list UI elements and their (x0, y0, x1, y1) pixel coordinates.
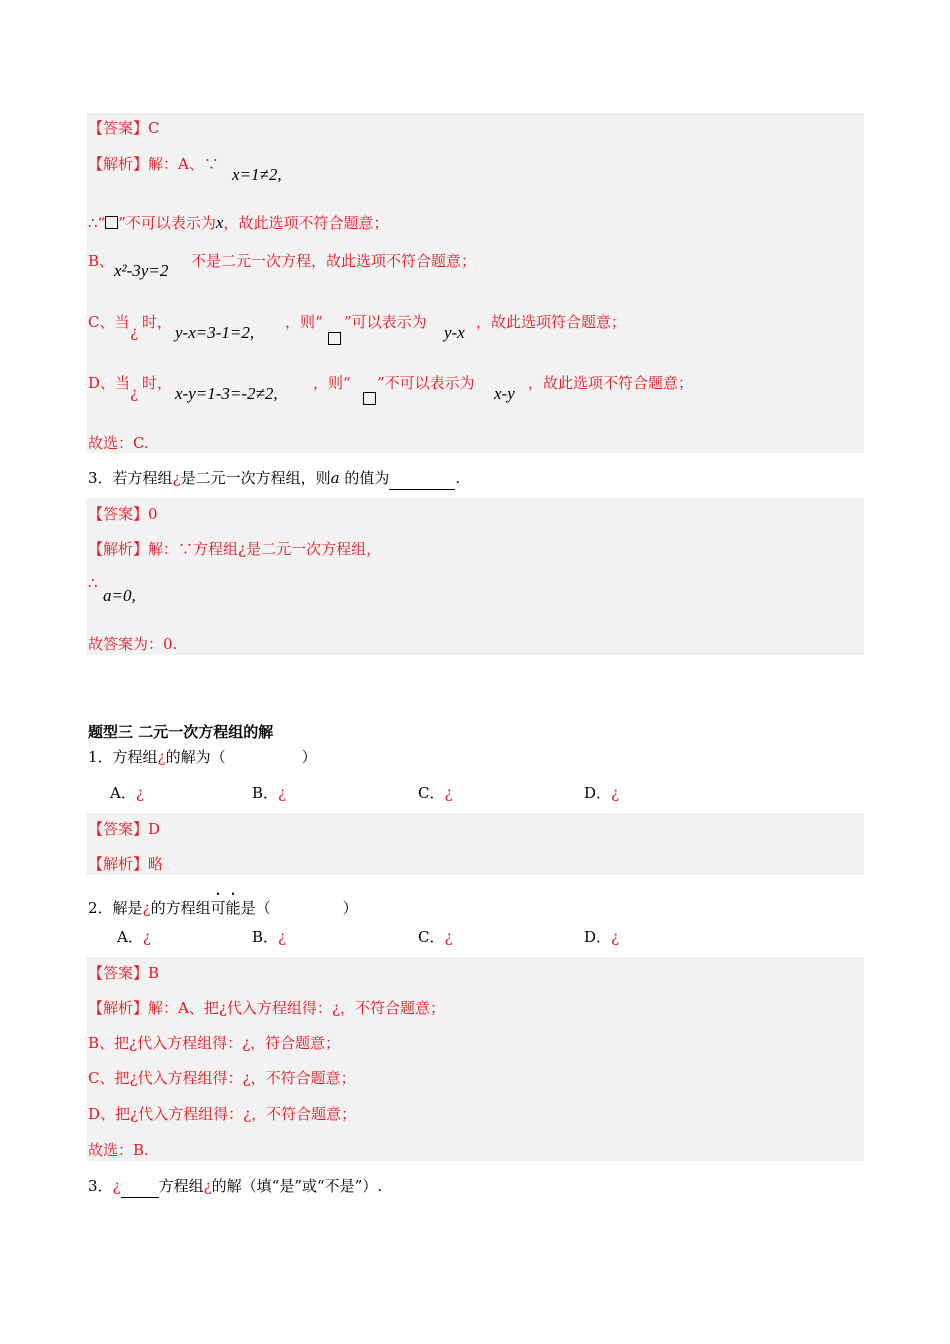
emphasis-dots: 可能 (210, 899, 241, 917)
square-symbol (105, 216, 118, 229)
analysis-line: ∴“ ”不可以表示为x，故此选项不符合题意； (88, 213, 389, 232)
conclusion-line: 故选：B. (88, 1141, 149, 1159)
analysis-line: D、把¿代入方程组得：¿，不符合题意； (88, 1105, 357, 1123)
unrendered-glyph: ¿ (130, 323, 139, 341)
conclusion-line: 故答案为：0. (88, 635, 178, 653)
option-b[interactable]: B．¿ (252, 928, 287, 946)
therefore-symbol: ∴ (88, 574, 98, 592)
math-expression: x²-3y=2 (114, 261, 169, 280)
math-expression: y-x (444, 323, 465, 342)
square-symbol-wrap (328, 330, 341, 348)
analysis-line: C、把¿代入方程组得：¿，不符合题意； (88, 1069, 356, 1087)
square-symbol (363, 392, 376, 405)
answer-line: 【答案】B (88, 964, 160, 982)
option-b[interactable]: B．¿ (252, 784, 287, 802)
analysis-line: 时， (142, 313, 173, 331)
analysis-line: ，则“ (313, 374, 351, 392)
analysis-line: B、 (88, 252, 115, 270)
square-symbol-wrap (363, 390, 376, 408)
question-1: 1．方程组¿的解为（ ） (88, 748, 317, 766)
option-a[interactable]: A．¿ (117, 928, 151, 946)
analysis-line: ”可以表示为 (344, 313, 427, 331)
analysis-line: C、当 (88, 313, 130, 331)
answer-blank[interactable] (121, 1179, 159, 1198)
math-expression: x-y=1-3=-2≠2, (175, 384, 278, 403)
option-c[interactable]: C．¿ (418, 928, 453, 946)
analysis-line: 时， (142, 374, 173, 392)
answer-line: 【答案】C (88, 119, 160, 137)
analysis-line: 【解析】解：A、∵ (88, 155, 219, 173)
answer-block-3 (86, 813, 864, 875)
question-3b: 3．¿ 方程组¿的解（填“是”或“不是”）. (88, 1175, 382, 1198)
conclusion-line: 故选：C. (88, 434, 149, 452)
analysis-line: ，则“ (285, 313, 323, 331)
option-c[interactable]: C．¿ (418, 784, 453, 802)
answer-blank[interactable] (389, 471, 455, 490)
option-a[interactable]: A．¿ (110, 784, 144, 802)
answer-block-2 (86, 498, 864, 655)
section-title: 题型三 二元一次方程组的解 (88, 723, 274, 741)
answer-line: 【答案】0 (88, 505, 158, 523)
square-symbol (328, 332, 341, 345)
analysis-line: D、当 (88, 374, 131, 392)
analysis-line: ”不可以表示为 (377, 374, 475, 392)
math-expression: x=1≠2, (232, 165, 282, 184)
analysis-line: ，故此选项符合题意； (476, 313, 627, 331)
math-expression: x-y (494, 384, 515, 403)
analysis-line: ，故此选项不符合题意； (528, 374, 694, 392)
question-3: 3．若方程组¿是二元一次方程组，则a 的值为 . (88, 467, 460, 490)
math-expression: a=0, (103, 586, 136, 605)
option-d[interactable]: D．¿ (584, 784, 620, 802)
analysis-line: 【解析】解：∵方程组¿是二元一次方程组， (88, 540, 382, 558)
math-expression: y-x=3-1=2, (175, 323, 255, 342)
analysis-line: 不是二元一次方程，故此选项不符合题意； (191, 252, 477, 270)
analysis-line: 【解析】解：A、把¿代入方程组得：¿，不符合题意； (88, 999, 445, 1017)
question-2: 2．解是¿的方程组可能是（ ） (88, 899, 358, 917)
unrendered-glyph: ¿ (130, 384, 139, 402)
analysis-line: 【解析】略 (88, 855, 164, 873)
option-d[interactable]: D．¿ (584, 928, 620, 946)
answer-block-4 (86, 957, 864, 1161)
answer-line: 【答案】D (88, 820, 161, 838)
analysis-line: B、把¿代入方程组得：¿，符合题意； (88, 1034, 341, 1052)
